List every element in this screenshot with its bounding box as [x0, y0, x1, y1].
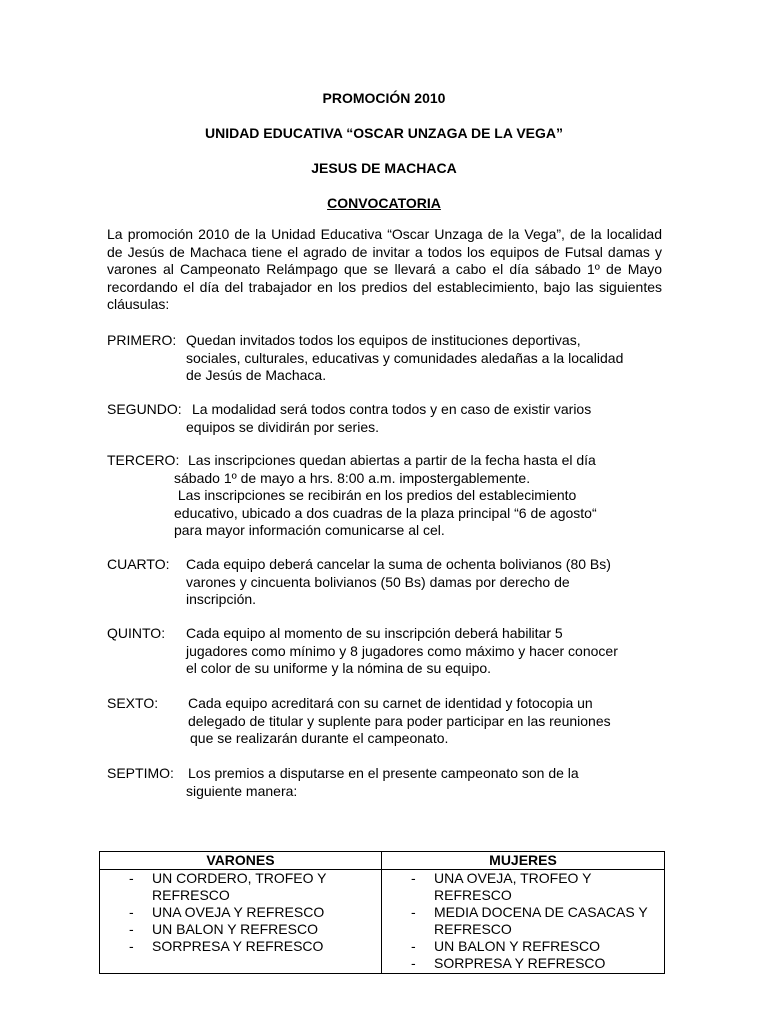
table-row — [100, 870, 665, 974]
list-item — [382, 938, 664, 955]
clause-line: siguiente manera: — [186, 782, 298, 799]
bullet-dash: - — [129, 938, 134, 954]
clause-line: sociales, culturales, educativas y comunidades aledañas a la localidad — [186, 349, 624, 366]
clause-line: el color de su uniforme y la nómina de su equipo. — [186, 660, 492, 677]
clause-line: sábado 1º de mayo a hrs. 8:00 a.m. impostergablemente. — [174, 469, 531, 486]
prize-text: UNA OVEJA, TROFEO Y REFRESCO — [434, 870, 592, 903]
clause-line: La modalidad será todos contra todos y en caso de existir varios — [192, 401, 592, 417]
bullet-dash: - — [129, 904, 134, 920]
column-header-mujeres: MUJERES — [382, 852, 665, 870]
clause-line: Quedan invitados todos los equipos de instituciones deportivas, — [186, 332, 581, 348]
varones-prize-list — [100, 870, 381, 956]
column-header-varones: VARONES — [100, 852, 382, 870]
list-item — [382, 904, 664, 938]
clause-line: Cada equipo al momento de su inscripción deberá habilitar 5 — [186, 625, 563, 641]
bullet-dash: - — [129, 870, 134, 886]
bullet-dash: - — [411, 870, 416, 886]
bullet-dash: - — [411, 938, 416, 954]
list-item — [100, 904, 381, 921]
list-item — [382, 955, 664, 972]
list-item — [382, 870, 664, 904]
table-header-row — [100, 852, 665, 870]
varones-prizes-cell — [100, 870, 382, 974]
clause-label: CUARTO: — [107, 556, 170, 572]
clause-label: SEXTO: — [107, 695, 159, 711]
bullet-dash: - — [129, 921, 134, 937]
clause-line: Cada equipo deberá cancelar la suma de ochenta bolivianos (80 Bs) — [186, 556, 611, 572]
clause-label: QUINTO: — [107, 625, 166, 641]
prize-text: UN BALON Y REFRESCO — [434, 938, 600, 954]
bullet-dash: - — [411, 904, 416, 920]
bullet-dash: - — [411, 955, 416, 971]
clause-line: para mayor información comunicarse al cel. — [174, 522, 445, 539]
mujeres-prize-list — [382, 870, 664, 973]
locality-title: JESUS DE MACHACA — [311, 160, 457, 176]
prize-text: UN BALON Y REFRESCO — [152, 921, 318, 937]
convocatoria-title: CONVOCATORIA — [327, 195, 441, 211]
clause-line: Los premios a disputarse en el presente campeonato son de la — [188, 765, 579, 781]
clause-line: varones y cincuenta bolivianos (50 Bs) damas por derecho de — [186, 573, 570, 590]
clause-line: Las inscripciones se recibirán en los predios del establecimiento — [174, 487, 577, 504]
clause-line: de Jesús de Machaca. — [186, 367, 327, 384]
clause-line: equipos se dividirán por series. — [186, 418, 379, 435]
list-item — [100, 870, 381, 904]
clause-line: educativo, ubicado a dos cuadras de la plaza principal “6 de agosto“ — [174, 504, 597, 521]
clause-line: que se realizarán durante el campeonato. — [190, 730, 449, 747]
clause-line: Las inscripciones quedan abiertas a partir de la fecha hasta el día — [188, 452, 596, 468]
mujeres-prizes-cell — [382, 870, 665, 974]
clause-label: PRIMERO: — [107, 332, 177, 348]
prize-text: UN CORDERO, TROFEO Y REFRESCO — [152, 870, 327, 903]
intro-paragraph: La promoción 2010 de la Unidad Educativa “Oscar Unzaga de la Vega”, de la localidad de Jesús de Machaca tiene el agrado de invitar a todos los equipos de Futsal damas y varones al Campeonato Relámpago que se llevará a cabo el día sábado 1º de Mayo recordando el día del trabajador en los predios del establecimiento, bajo las siguientes cláusulas: — [107, 226, 662, 312]
promotion-title: PROMOCIÓN 2010 — [322, 90, 446, 106]
prize-text: UNA OVEJA Y REFRESCO — [152, 904, 325, 920]
clause-line: delegado de titular y suplente para poder participar en las reuniones — [188, 712, 611, 729]
clause-label: SEGUNDO: — [107, 401, 182, 417]
prize-text: SORPRESA Y REFRESCO — [434, 955, 606, 971]
prize-text: MEDIA DOCENA DE CASACAS Y REFRESCO — [434, 904, 648, 937]
prize-text: SORPRESA Y REFRESCO — [152, 938, 324, 954]
prizes-table — [99, 851, 665, 974]
clause-line: jugadores como mínimo y 8 jugadores como máximo y hacer conocer — [186, 642, 618, 659]
clause-line: inscripción. — [186, 591, 257, 608]
list-item — [100, 938, 381, 955]
school-name: UNIDAD EDUCATIVA “OSCAR UNZAGA DE LA VEGA” — [204, 125, 564, 141]
clause-line: Cada equipo acreditará con su carnet de identidad y fotocopia un — [188, 695, 593, 711]
list-item — [100, 921, 381, 938]
clause-label: TERCERO: — [107, 452, 180, 468]
clause-label: SEPTIMO: — [107, 765, 174, 781]
